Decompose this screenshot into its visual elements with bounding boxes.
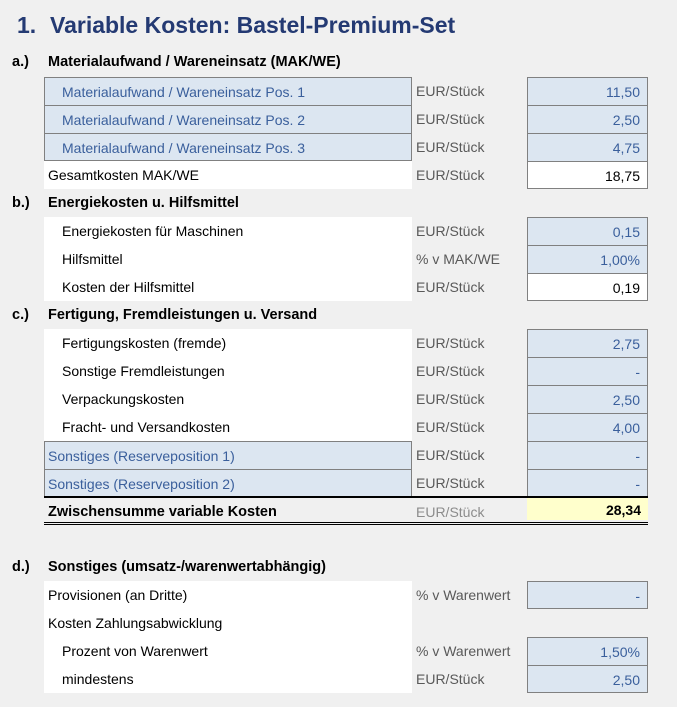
table-row-packaging [44, 385, 648, 413]
table-row-commissions [44, 581, 648, 609]
aids-percent-input[interactable]: 1,00% [527, 245, 648, 273]
table-row-payment-processing [44, 609, 648, 637]
packaging-unit: EUR/Stück [416, 391, 485, 407]
section-b-letter: b.) [12, 195, 30, 211]
section-c-letter: c.) [12, 307, 29, 323]
aids-cost-unit: EUR/Stück [416, 279, 485, 295]
subtotal-label: Zwischensumme variable Kosten [48, 504, 277, 520]
table-row-energy [44, 217, 648, 245]
material-total-value: 18,75 [527, 161, 648, 189]
title-text: Variable Kosten: Bastel-Premium-Set [50, 12, 456, 38]
aids-unit: % v MAK/WE [416, 251, 501, 267]
material-pos1-value-input[interactable]: 11,50 [527, 77, 648, 105]
payment-percent-label: Prozent von Warenwert [44, 637, 412, 665]
subtotal-value: 28,34 [527, 498, 648, 520]
section-c-heading [12, 304, 317, 326]
table-row-aids [44, 245, 648, 273]
aids-label: Hilfsmittel [44, 245, 412, 273]
section-b-title: Energiekosten u. Hilfsmittel [48, 195, 239, 211]
material-pos3-label-input[interactable]: Materialaufwand / Wareneinsatz Pos. 3 [44, 133, 412, 161]
packaging-label: Verpackungskosten [44, 385, 412, 413]
payment-minimum-label: mindestens [44, 665, 412, 693]
material-total-label: Gesamtkosten MAK/WE [44, 161, 412, 189]
reserve-1-label-input[interactable]: Sonstiges (Reserveposition 1) [44, 441, 412, 469]
table-row-reserve-1 [44, 441, 648, 469]
other-services-unit: EUR/Stück [416, 363, 485, 379]
packaging-value-input[interactable]: 2,50 [527, 385, 648, 413]
other-services-label: Sonstige Fremdleistungen [44, 357, 412, 385]
commissions-value-input[interactable]: - [527, 581, 648, 609]
table-row-payment-percent [44, 637, 648, 665]
table-row-material-pos1 [44, 77, 648, 105]
manufacturing-unit: EUR/Stück [416, 335, 485, 351]
payment-percent-unit: % v Warenwert [416, 643, 511, 659]
material-pos3-value-input[interactable]: 4,75 [527, 133, 648, 161]
subtotal-double-underline [44, 522, 648, 525]
material-pos1-label-input[interactable]: Materialaufwand / Wareneinsatz Pos. 1 [44, 77, 412, 105]
section-d-letter: d.) [12, 559, 30, 575]
reserve-1-unit: EUR/Stück [416, 447, 485, 463]
title-number: 1. [17, 12, 37, 38]
energy-value-input[interactable]: 0,15 [527, 217, 648, 245]
payment-minimum-value-input[interactable]: 2,50 [527, 665, 648, 693]
table-row-shipping [44, 413, 648, 441]
payment-percent-value-input[interactable]: 1,50% [527, 637, 648, 665]
commissions-label: Provisionen (an Dritte) [44, 581, 412, 609]
reserve-1-value-input[interactable]: - [527, 441, 648, 469]
section-a-heading [12, 51, 341, 73]
reserve-2-label-input[interactable]: Sonstiges (Reserveposition 2) [44, 469, 412, 497]
manufacturing-value-input[interactable]: 2,75 [527, 329, 648, 357]
table-row-material-pos3 [44, 133, 648, 161]
section-a-title: Materialaufwand / Wareneinsatz (MAK/WE) [48, 54, 341, 70]
table-row-material-total [44, 161, 648, 189]
section-c-title: Fertigung, Fremdleistungen u. Versand [48, 307, 318, 323]
material-total-unit: EUR/Stück [416, 167, 485, 183]
section-b-heading [12, 192, 239, 214]
shipping-unit: EUR/Stück [416, 419, 485, 435]
table-row-material-pos2 [44, 105, 648, 133]
payment-minimum-unit: EUR/Stück [416, 671, 485, 687]
payment-processing-label: Kosten Zahlungsabwicklung [44, 609, 412, 637]
section-d-title: Sonstiges (umsatz-/warenwertabhängig) [48, 559, 326, 575]
subtotal-unit: EUR/Stück [416, 504, 485, 520]
aids-cost-value: 0,19 [527, 273, 648, 301]
table-row-other-services [44, 357, 648, 385]
reserve-2-unit: EUR/Stück [416, 475, 485, 491]
material-pos2-label-input[interactable]: Materialaufwand / Wareneinsatz Pos. 2 [44, 105, 412, 133]
shipping-value-input[interactable]: 4,00 [527, 413, 648, 441]
material-pos2-unit: EUR/Stück [416, 111, 485, 127]
table-row-reserve-2 [44, 469, 648, 497]
material-pos3-unit: EUR/Stück [416, 139, 485, 155]
material-pos2-value-input[interactable]: 2,50 [527, 105, 648, 133]
commissions-unit: % v Warenwert [416, 587, 511, 603]
section-a-letter: a.) [12, 54, 29, 70]
shipping-label: Fracht- und Versandkosten [44, 413, 412, 441]
page-title [17, 12, 455, 39]
section-d-heading [12, 556, 326, 578]
reserve-2-value-input[interactable]: - [527, 469, 648, 497]
energy-label: Energiekosten für Maschinen [44, 217, 412, 245]
other-services-value-input[interactable]: - [527, 357, 648, 385]
table-row-payment-minimum [44, 665, 648, 693]
table-row-aids-cost [44, 273, 648, 301]
table-row-manufacturing [44, 329, 648, 357]
aids-cost-label: Kosten der Hilfsmittel [44, 273, 412, 301]
manufacturing-label: Fertigungskosten (fremde) [44, 329, 412, 357]
material-pos1-unit: EUR/Stück [416, 83, 485, 99]
energy-unit: EUR/Stück [416, 223, 485, 239]
